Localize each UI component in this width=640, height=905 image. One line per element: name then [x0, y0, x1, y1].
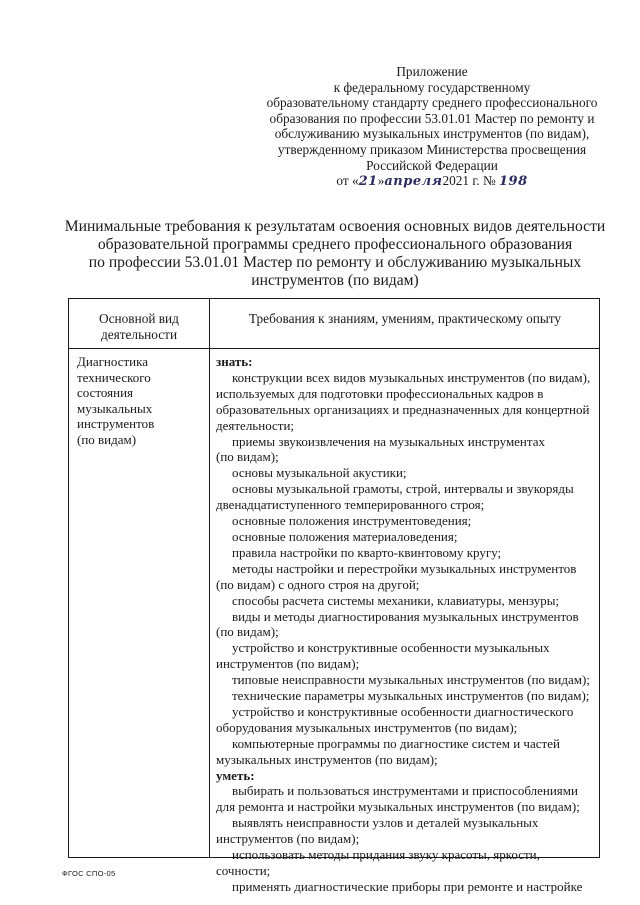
- handwritten-number: 198: [499, 174, 528, 190]
- title-line: инструментов (по видам): [251, 272, 419, 289]
- requirement-line: использовать методы придания звуку красоты, яркости,: [232, 847, 540, 863]
- handwritten-day: 21: [358, 174, 378, 190]
- header-requirements: Требования к знаниям, умениям, практическому опыту: [248, 311, 562, 326]
- requirement-line: деятельности;: [216, 417, 295, 433]
- requirement-line: типовые неисправности музыкальных инструментов (по видам);: [232, 672, 590, 688]
- title-line: по профессии 53.01.01 Мастер по ремонту и обслуживанию музыкальных: [88, 254, 582, 271]
- activity-line: (по видам): [77, 431, 137, 447]
- requirement-line: приемы звукоизвлечения на музыкальных инструментах: [232, 433, 546, 449]
- requirement-line: технические параметры музыкальных инструментов (по видам);: [232, 688, 590, 704]
- requirement-line: инструментов (по видам);: [216, 656, 360, 672]
- activity-line: инструментов: [77, 416, 155, 431]
- requirement-line: выявлять неисправности узлов и деталей музыкальных: [232, 815, 539, 831]
- requirement-line: для ремонта и настройки музыкальных инструментов (по видам);: [216, 799, 580, 815]
- requirement-line: правила настройки по кварто-квинтовому кругу;: [232, 544, 502, 560]
- footer-code: ФГОС СПО-05: [62, 869, 116, 878]
- appendix-block: [262, 64, 602, 190]
- requirement-line: методы настройки и перестройки музыкальных инструментов: [232, 560, 577, 576]
- requirement-line: (по видам);: [216, 624, 279, 640]
- column-divider: [209, 299, 210, 857]
- requirement-line: конструкции всех видов музыкальных инструментов (по видам),: [232, 369, 591, 385]
- date-prefix: от «: [336, 173, 359, 189]
- requirement-line: основы музыкальной акустики;: [232, 465, 407, 481]
- activity-line: Диагностика: [77, 354, 149, 369]
- title-line: образовательной программы среднего профессионального образования: [97, 236, 573, 253]
- requirement-line: основные положения инструментоведения;: [232, 513, 472, 529]
- header-activity: [69, 311, 209, 342]
- appendix-line: образования по профессии 53.01.01 Мастер по ремонту и: [269, 110, 595, 126]
- header-divider: [69, 348, 599, 349]
- requirement-line: способы расчета системы механики, клавиатуры, мензуры;: [232, 592, 560, 608]
- activity-line: технического: [77, 369, 151, 385]
- date-mid: »: [377, 173, 385, 189]
- requirement-line: (по видам);: [216, 449, 279, 465]
- header-activity-line: деятельности: [100, 326, 178, 342]
- appendix-line: Приложение: [396, 64, 468, 79]
- appendix-line: образовательному стандарту среднего профессионального: [266, 95, 598, 111]
- requirement-line: сочности;: [216, 863, 271, 878]
- requirement-line: основы музыкальной грамоты, строй, интервалы и звукоряды: [232, 481, 574, 497]
- requirement-line: основные положения материаловедения;: [232, 528, 458, 544]
- section-label-can: уметь:: [216, 767, 255, 783]
- requirement-line: выбирать и пользоваться инструментами и приспособлениями: [232, 783, 578, 799]
- requirement-line: устройство и конструктивные особенности диагностического: [232, 703, 574, 719]
- activity-line: музыкальных: [77, 400, 153, 416]
- section-label-know: знать:: [216, 354, 253, 369]
- appendix-line: Российской Федерации: [366, 157, 498, 173]
- order-date-line: [262, 173, 602, 190]
- appendix-line: к федеральному государственному: [333, 79, 531, 95]
- requirement-line: устройство и конструктивные особенности музыкальных: [232, 640, 550, 656]
- handwritten-month: апреля: [384, 174, 443, 190]
- date-year-label: 2021 г. №: [442, 173, 496, 189]
- activity-line: состояния: [77, 385, 133, 400]
- requirement-line: компьютерные программы по диагностике систем и частей: [232, 735, 560, 751]
- requirement-line: применять диагностические приборы при ремонте и настройке: [232, 878, 583, 894]
- header-activity-line: Основной вид: [99, 311, 179, 326]
- requirement-line: музыкальных инструментов (по видам);: [216, 751, 438, 767]
- title-line: Минимальные требования к результатам освоения основных видов деятельности: [64, 218, 606, 235]
- document-title: [40, 218, 630, 290]
- requirements-cell: [216, 354, 594, 895]
- appendix-line: утвержденному приказом Министерства просвещения: [277, 141, 587, 157]
- requirement-line: виды и методы диагностирования музыкальных инструментов: [232, 608, 579, 624]
- requirement-line: (по видам) с одного строя на другой;: [216, 576, 420, 592]
- requirement-line: инструментов (по видам);: [216, 831, 360, 847]
- requirement-line: двенадцатиступенного темперированного строя;: [216, 497, 485, 513]
- appendix-line: обслуживанию музыкальных инструментов (по видам),: [274, 126, 590, 142]
- requirement-line: используемых для подготовки профессиональных кадров в: [216, 385, 544, 401]
- activity-cell: [77, 354, 205, 447]
- requirement-line: образовательных организациях и предназначенных для концертной: [216, 401, 590, 417]
- requirement-line: оборудования музыкальных инструментов (по видам);: [216, 719, 518, 735]
